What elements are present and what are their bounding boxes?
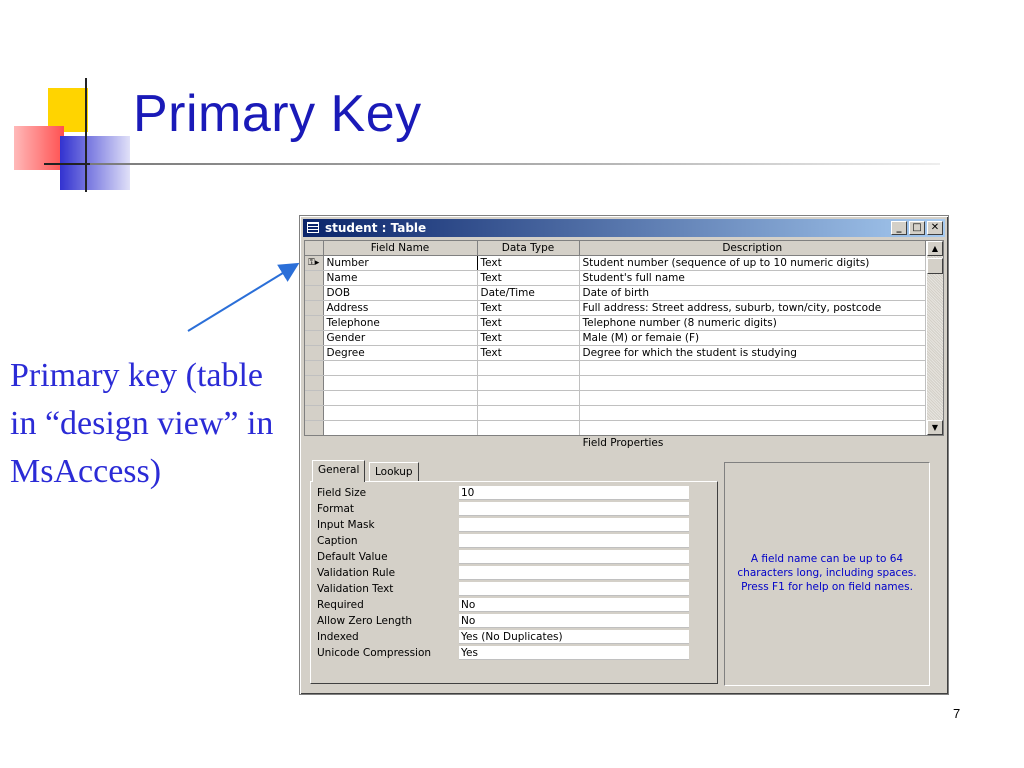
field-properties-label: Field Properties bbox=[582, 437, 664, 449]
column-header-description[interactable]: Description bbox=[579, 241, 926, 256]
property-row[interactable] bbox=[317, 486, 701, 501]
scroll-up-icon[interactable]: ▲ bbox=[927, 241, 943, 256]
property-row[interactable] bbox=[317, 630, 701, 645]
property-value[interactable]: Yes bbox=[459, 646, 689, 660]
property-label: Caption bbox=[317, 535, 358, 547]
help-panel bbox=[724, 462, 930, 686]
description-cell[interactable]: Degree for which the student is studying bbox=[579, 346, 926, 361]
property-row[interactable] bbox=[317, 582, 701, 597]
data-type-cell[interactable]: Text bbox=[477, 301, 579, 316]
field-name-cell[interactable]: Number bbox=[323, 256, 477, 271]
property-value[interactable] bbox=[459, 502, 689, 516]
primary-key-annotation: Primary key (table in “design view” in MsAccess) bbox=[10, 357, 274, 490]
property-label: Field Size bbox=[317, 487, 367, 499]
row-selector[interactable] bbox=[305, 301, 323, 316]
key-icon[interactable]: ⚿▸ bbox=[305, 256, 323, 271]
table-row[interactable] bbox=[305, 301, 926, 316]
property-label: Validation Text bbox=[317, 583, 394, 595]
table-icon bbox=[307, 222, 319, 233]
maximize-button[interactable]: □ bbox=[909, 221, 925, 235]
row-selector[interactable] bbox=[305, 421, 323, 436]
property-value[interactable] bbox=[459, 518, 689, 532]
table-row[interactable] bbox=[305, 286, 926, 301]
description-cell[interactable]: Student's full name bbox=[579, 271, 926, 286]
window-titlebar[interactable] bbox=[303, 219, 945, 237]
title-divider bbox=[90, 163, 940, 165]
field-properties-pane bbox=[310, 462, 718, 684]
table-row[interactable] bbox=[305, 346, 926, 361]
row-selector[interactable] bbox=[305, 361, 323, 376]
property-value[interactable]: 10 bbox=[459, 486, 689, 500]
property-row[interactable] bbox=[317, 534, 701, 549]
column-header-data-type[interactable]: Data Type bbox=[477, 241, 579, 256]
description-cell[interactable]: Date of birth bbox=[579, 286, 926, 301]
data-type-cell[interactable] bbox=[477, 421, 579, 436]
field-name-cell[interactable] bbox=[323, 376, 477, 391]
property-value[interactable] bbox=[459, 534, 689, 548]
data-type-cell[interactable]: Text bbox=[477, 346, 579, 361]
field-design-grid[interactable] bbox=[304, 240, 944, 436]
field-name-cell[interactable]: Degree bbox=[323, 346, 477, 361]
field-name-cell[interactable] bbox=[323, 361, 477, 376]
data-type-cell[interactable]: Text bbox=[477, 271, 579, 286]
property-value[interactable]: No bbox=[459, 614, 689, 628]
property-label: Validation Rule bbox=[317, 567, 396, 579]
property-label: Required bbox=[317, 599, 364, 611]
table-row[interactable] bbox=[305, 331, 926, 346]
row-selector-header[interactable] bbox=[305, 241, 323, 256]
slide-title: Primary Key bbox=[133, 85, 422, 143]
property-label: Indexed bbox=[317, 631, 359, 643]
description-cell[interactable]: Full address: Street address, suburb, town/city, postcode bbox=[579, 301, 926, 316]
field-name-cell[interactable]: Gender bbox=[323, 331, 477, 346]
page-number: 7 bbox=[953, 706, 961, 721]
property-label: Format bbox=[317, 503, 355, 515]
row-selector[interactable] bbox=[305, 376, 323, 391]
empty-row[interactable] bbox=[305, 421, 926, 436]
description-cell[interactable] bbox=[579, 421, 926, 436]
data-type-cell[interactable]: Text bbox=[477, 331, 579, 346]
property-row[interactable] bbox=[317, 598, 701, 613]
row-selector[interactable] bbox=[305, 271, 323, 286]
tab-lookup[interactable]: Lookup bbox=[369, 462, 419, 481]
property-row[interactable] bbox=[317, 614, 701, 629]
data-type-cell[interactable] bbox=[477, 376, 579, 391]
empty-row[interactable] bbox=[305, 406, 926, 421]
property-label: Input Mask bbox=[317, 519, 375, 531]
row-selector[interactable] bbox=[305, 286, 323, 301]
window-title: student : Table bbox=[325, 221, 427, 235]
table-row[interactable] bbox=[305, 271, 926, 286]
help-text: A field name can be up to 64 characters long, including spaces. Press F1 for help on field names. bbox=[737, 553, 917, 593]
property-row[interactable] bbox=[317, 502, 701, 517]
property-label: Default Value bbox=[317, 551, 388, 563]
field-name-cell[interactable]: Name bbox=[323, 271, 477, 286]
row-selector[interactable] bbox=[305, 346, 323, 361]
field-name-cell[interactable] bbox=[323, 391, 477, 406]
description-cell[interactable] bbox=[579, 391, 926, 406]
row-selector[interactable] bbox=[305, 391, 323, 406]
scrollbar-thumb[interactable] bbox=[927, 258, 943, 274]
description-cell[interactable] bbox=[579, 406, 926, 421]
general-properties-panel bbox=[310, 481, 718, 684]
property-value[interactable]: No bbox=[459, 598, 689, 612]
data-type-cell[interactable] bbox=[477, 391, 579, 406]
description-cell[interactable]: Telephone number (8 numeric digits) bbox=[579, 316, 926, 331]
close-button[interactable]: ✕ bbox=[927, 221, 943, 235]
scroll-down-icon[interactable]: ▼ bbox=[927, 420, 943, 435]
empty-row[interactable] bbox=[305, 361, 926, 376]
property-row[interactable] bbox=[317, 566, 701, 581]
empty-row[interactable] bbox=[305, 376, 926, 391]
empty-row[interactable] bbox=[305, 391, 926, 406]
tab-general[interactable]: General bbox=[312, 460, 365, 482]
field-name-cell[interactable]: Telephone bbox=[323, 316, 477, 331]
data-type-cell[interactable]: Text bbox=[477, 256, 579, 271]
description-cell[interactable]: Male (M) or femaie (F) bbox=[579, 331, 926, 346]
minimize-button[interactable]: _ bbox=[891, 221, 907, 235]
property-label: Allow Zero Length bbox=[317, 615, 413, 627]
slide-corner-decoration bbox=[0, 0, 140, 200]
data-type-cell[interactable]: Date/Time bbox=[477, 286, 579, 301]
table-row[interactable] bbox=[305, 316, 926, 331]
property-row[interactable] bbox=[317, 646, 701, 661]
property-value[interactable] bbox=[459, 550, 689, 564]
property-value[interactable] bbox=[459, 582, 689, 596]
description-cell[interactable] bbox=[579, 376, 926, 391]
property-value[interactable]: Yes (No Duplicates) bbox=[459, 630, 689, 644]
property-row[interactable] bbox=[317, 550, 701, 565]
field-name-cell[interactable]: DOB bbox=[323, 286, 477, 301]
row-selector[interactable] bbox=[305, 331, 323, 346]
row-selector[interactable] bbox=[305, 316, 323, 331]
table-design-window[interactable] bbox=[299, 215, 949, 695]
row-selector[interactable] bbox=[305, 406, 323, 421]
data-type-cell[interactable] bbox=[477, 361, 579, 376]
data-type-cell[interactable]: Text bbox=[477, 316, 579, 331]
data-type-cell[interactable] bbox=[477, 406, 579, 421]
column-header-field-name[interactable]: Field Name bbox=[323, 241, 477, 256]
field-name-cell[interactable] bbox=[323, 406, 477, 421]
field-name-cell[interactable]: Address bbox=[323, 301, 477, 316]
field-name-cell[interactable] bbox=[323, 421, 477, 436]
grid-vertical-scrollbar[interactable] bbox=[927, 241, 943, 435]
table-row[interactable] bbox=[305, 256, 926, 271]
property-row[interactable] bbox=[317, 518, 701, 533]
property-value[interactable] bbox=[459, 566, 689, 580]
property-label: Unicode Compression bbox=[317, 647, 432, 659]
description-cell[interactable] bbox=[579, 361, 926, 376]
description-cell[interactable]: Student number (sequence of up to 10 numeric digits) bbox=[579, 256, 926, 271]
